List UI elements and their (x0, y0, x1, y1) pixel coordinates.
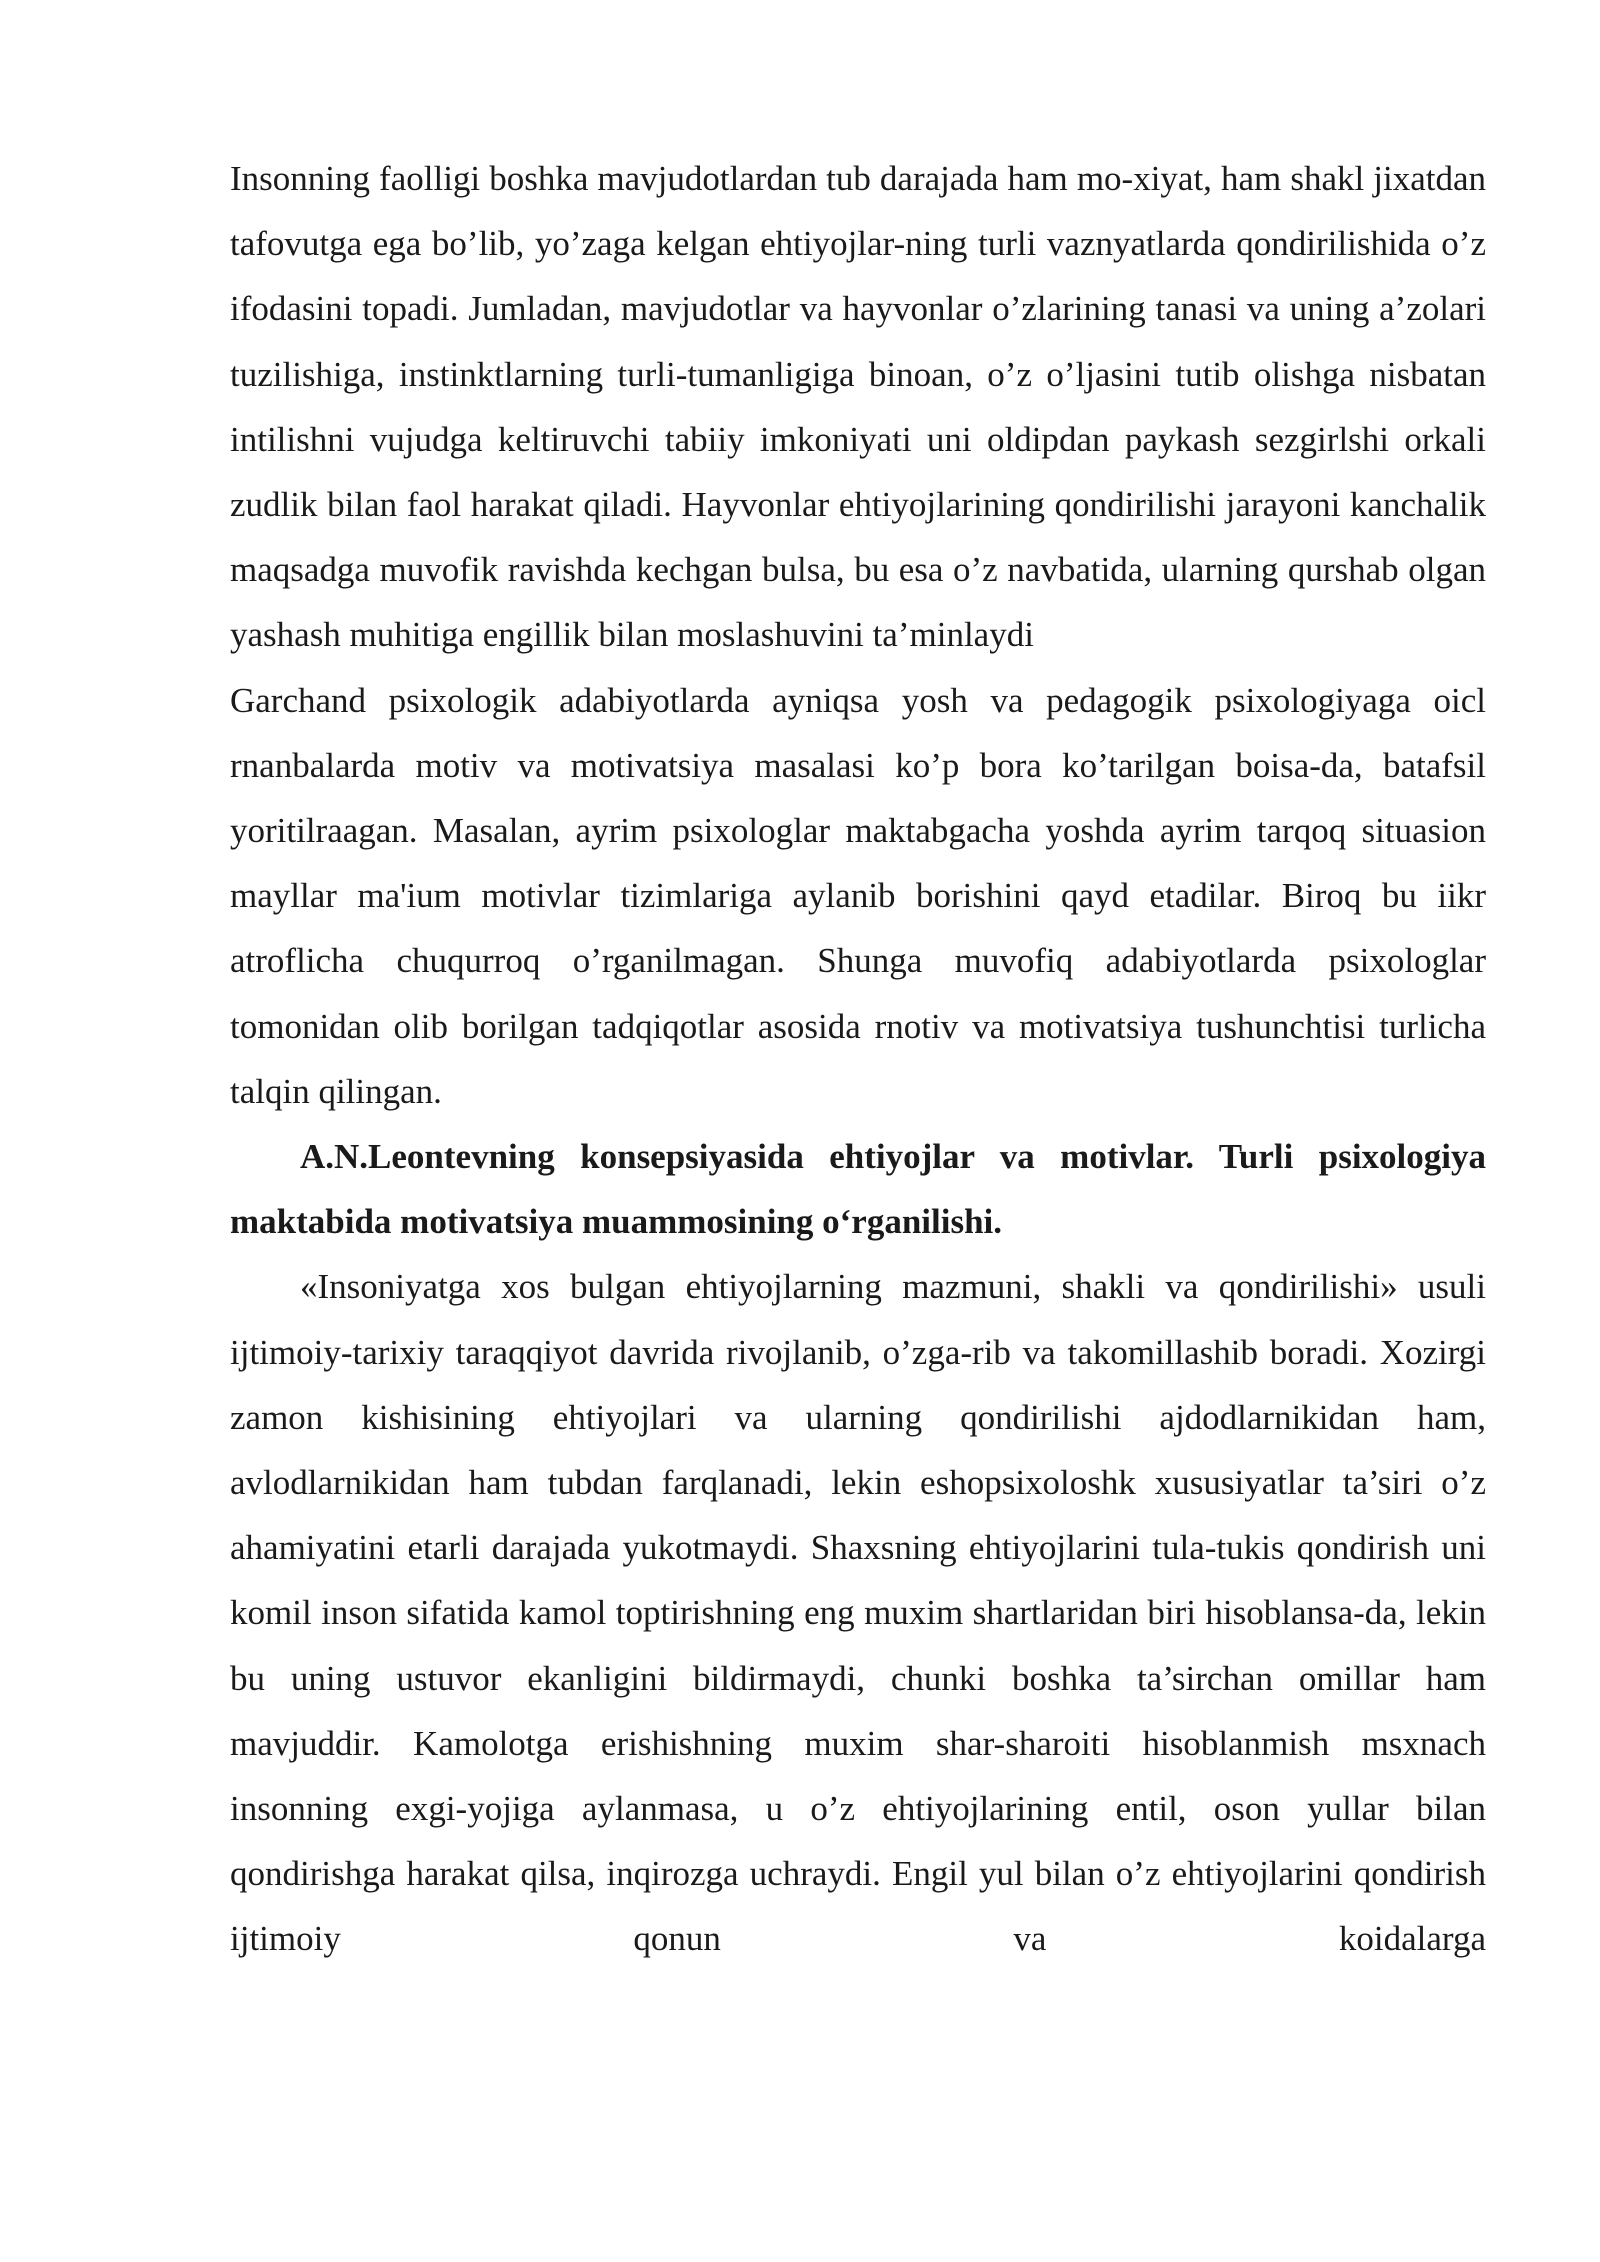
section-heading: A.N.Leontevning konsepsiyasida ehtiyojlar va motivlar. Turli psixologiya maktabida motivatsiya muammosining o‘rganilishi. (230, 1137, 1486, 1242)
document-body (230, 146, 1486, 1972)
paragraph-animal-activity: Insonning faolligi boshka mavjudotlardan tub darajada ham mo-xiyat, ham shakl jixatdan tafovutga ega bo’lib, yo’zaga kelgan ehtiyojlar-ning turli vaznyatlarda qondirilishida o’z ifodasini topadi. Jumladan, mavjudotlar va hayvonlar o’zlarining tanasi va uning a’zolari tuzilishiga, instinktlarning turli-tumanligiga binoan, o’z o’ljasini tutib olishga nisbatan intilishni vujudga keltiruvchi tabiiy imkoniyati uni oldipdan paykash sezgirlshi orkali zudlik bilan faol harakat qiladi. Hayvonlar ehtiyojlarining qondirilishi jarayoni kanchalik maqsadga muvofik ravishda kechgan bulsa, bu esa o’z navbatida, ularning qurshab olgan yashash muhitiga engillik bilan moslashuvini ta’minlaydi (230, 159, 1486, 655)
paragraph-human-needs: «Insoniyatga xos bulgan ehtiyojlarning mazmuni, shakli va qondirilishi» usuli ijtimoiy-tarixiy taraqqiyot davrida rivojlanib, o’zga-rib va takomillashib boradi. Xozirgi zamon kishisining ehtiyojlari va ularning qondirilishi ajdodlarnikidan ham, avlodlarnikidan ham tubdan farqlanadi, lekin eshopsixoloshk xususiyatlar ta’siri o’z ahamiyatini etarli darajada yukotmaydi. Shaxsning ehtiyojlarini tula-tukis qondirish uni komil inson sifatida kamol toptirishning eng muxim shartlaridan biri hisoblansa-da, lekin bu uning ustuvor ekanligini bildirmaydi, chunki boshka ta’sirchan omillar ham mavjuddir. Kamolotga erishishning muxim shar-sharoiti hisoblanmish msxnach insonning exgi-yojiga aylanmasa, u o’z ehtiyojlarining entil, oson yullar bilan qondirishga harakat qilsa, inqirozga uchraydi. Engil yul bilan o’z ehtiyojlarini qondirish ijtimoiy qonun va koidalarga (230, 1267, 1486, 1959)
paragraph-motivation-literature: Garchand psixologik adabiyotlarda ayniqsa yosh va pedagogik psixologiyaga oicl rnanbalarda motiv va motivatsiya masalasi ko’p bora ko’tarilgan boisa-da, batafsil yoritilraagan. Masalan, ayrim psixologlar maktabgacha yoshda ayrim tarqoq situasion mayllar ma'ium motivlar tizimlariga aylanib borishini qayd etadilar. Biroq bu iikr atroflicha chuqurroq o’rganilmagan. Shunga muvofiq adabiyotlarda psixologlar tomonidan olib borilgan tadqiqotlar asosida rnotiv va motivatsiya tushunchtisi turlicha talqin qilingan. (230, 680, 1486, 1111)
